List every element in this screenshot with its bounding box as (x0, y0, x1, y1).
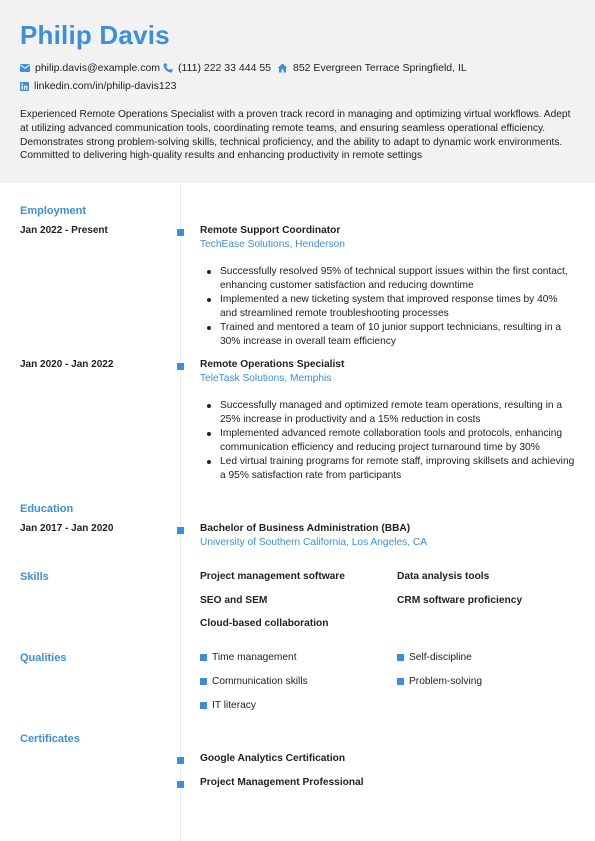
section-title-education: Education (20, 503, 74, 515)
quality-item (200, 652, 297, 663)
quality-item (397, 676, 482, 687)
list-item: Trained and mentored a team of 10 junior support technicians, resulting in a 30% increase in overall team efficiency (200, 321, 575, 348)
quality-item (397, 652, 472, 663)
job-achievements (200, 399, 575, 483)
linkedin-text: linkedin.com/in/philip-davis123 (34, 80, 177, 92)
professional-summary: Experienced Remote Operations Specialist with a proven track record in managing and optimizing virtual workflows. Adept at utilizing advanced communication tools, coordinating remote teams, and ensuring seamless operational efficiency. Demonstrates strong problem-solving skills, technical proficiency, and the ability to adapt to dynamic work environments. Committed to delivering high-quality results and enhancing productivity in remote settings (20, 109, 571, 162)
quality-item (200, 700, 256, 711)
job-dates: Jan 2022 - Present (20, 225, 108, 236)
skill-item: CRM software proficiency (397, 595, 523, 606)
quality-label: Time management (212, 652, 297, 663)
quality-item (200, 676, 308, 687)
quality-label: IT literacy (212, 700, 256, 711)
square-bullet-icon (200, 702, 207, 709)
job-dates: Jan 2020 - Jan 2022 (20, 359, 114, 370)
address-contact (277, 62, 467, 74)
section-title-employment: Employment (20, 205, 87, 217)
school-name: University of Southern California, Los Angeles, CA (200, 537, 428, 548)
skill-item: Data analysis tools (397, 571, 490, 582)
skill-item: Project management software (200, 571, 345, 582)
email-text: philip.davis@example.com (35, 62, 161, 74)
degree-title: Bachelor of Business Administration (BBA) (200, 523, 411, 534)
square-bullet-icon (200, 654, 207, 661)
timeline-marker (177, 781, 184, 788)
job-title: Remote Support Coordinator (200, 225, 341, 236)
list-item: Successfully managed and optimized remote team operations, resulting in a 25% increase in productivity and a 15% reduction in costs (200, 399, 575, 426)
linkedin-icon (20, 82, 29, 91)
list-item: Led virtual training programs for remote staff, improving skillsets and achieving a 95% satisfaction rate from participants (200, 455, 575, 482)
job-achievements (200, 265, 575, 349)
section-title-qualities: Qualities (20, 652, 67, 664)
square-bullet-icon (200, 678, 207, 685)
quality-label: Self-discipline (409, 652, 472, 663)
square-bullet-icon (397, 678, 404, 685)
timeline-marker (177, 757, 184, 764)
address-text: 852 Evergreen Terrace Springfield, IL (293, 62, 467, 74)
company-name: TechEase Solutions, Henderson (200, 239, 345, 250)
list-item: Implemented advanced remote collaboration tools and protocols, enhancing communication efficiency and reducing project turnaround time by 30% (200, 427, 575, 454)
square-bullet-icon (397, 654, 404, 661)
phone-icon (163, 63, 173, 73)
skill-item: Cloud-based collaboration (200, 618, 329, 629)
phone-contact[interactable] (163, 62, 271, 74)
certificate-item: Google Analytics Certification (200, 753, 346, 764)
list-item: Implemented a new ticketing system that improved response times by 40% and streamlined remote troubleshooting processes (200, 293, 575, 320)
timeline-marker (177, 527, 184, 534)
list-item: Successfully resolved 95% of technical support issues within the first contact, enhancing customer satisfaction and reducing downtime (200, 265, 575, 292)
email-contact[interactable] (20, 62, 160, 74)
timeline-marker (177, 229, 184, 236)
quality-label: Problem-solving (409, 676, 483, 687)
job-title: Remote Operations Specialist (200, 359, 345, 370)
phone-text: (111) 222 33 444 55 (178, 62, 272, 74)
education-dates: Jan 2017 - Jan 2020 (20, 523, 114, 534)
envelope-icon (20, 64, 30, 72)
certificate-item: Project Management Professional (200, 777, 364, 788)
candidate-name: Philip Davis (20, 20, 170, 50)
home-icon (277, 63, 288, 73)
skill-item: SEO and SEM (200, 595, 268, 606)
linkedin-contact[interactable] (20, 80, 176, 92)
timeline-marker (177, 363, 184, 370)
section-title-skills: Skills (20, 571, 49, 583)
company-name: TeleTask Solutions, Memphis (200, 373, 332, 384)
quality-label: Communication skills (212, 676, 308, 687)
section-title-certificates: Certificates (20, 733, 80, 745)
column-divider (180, 183, 181, 841)
